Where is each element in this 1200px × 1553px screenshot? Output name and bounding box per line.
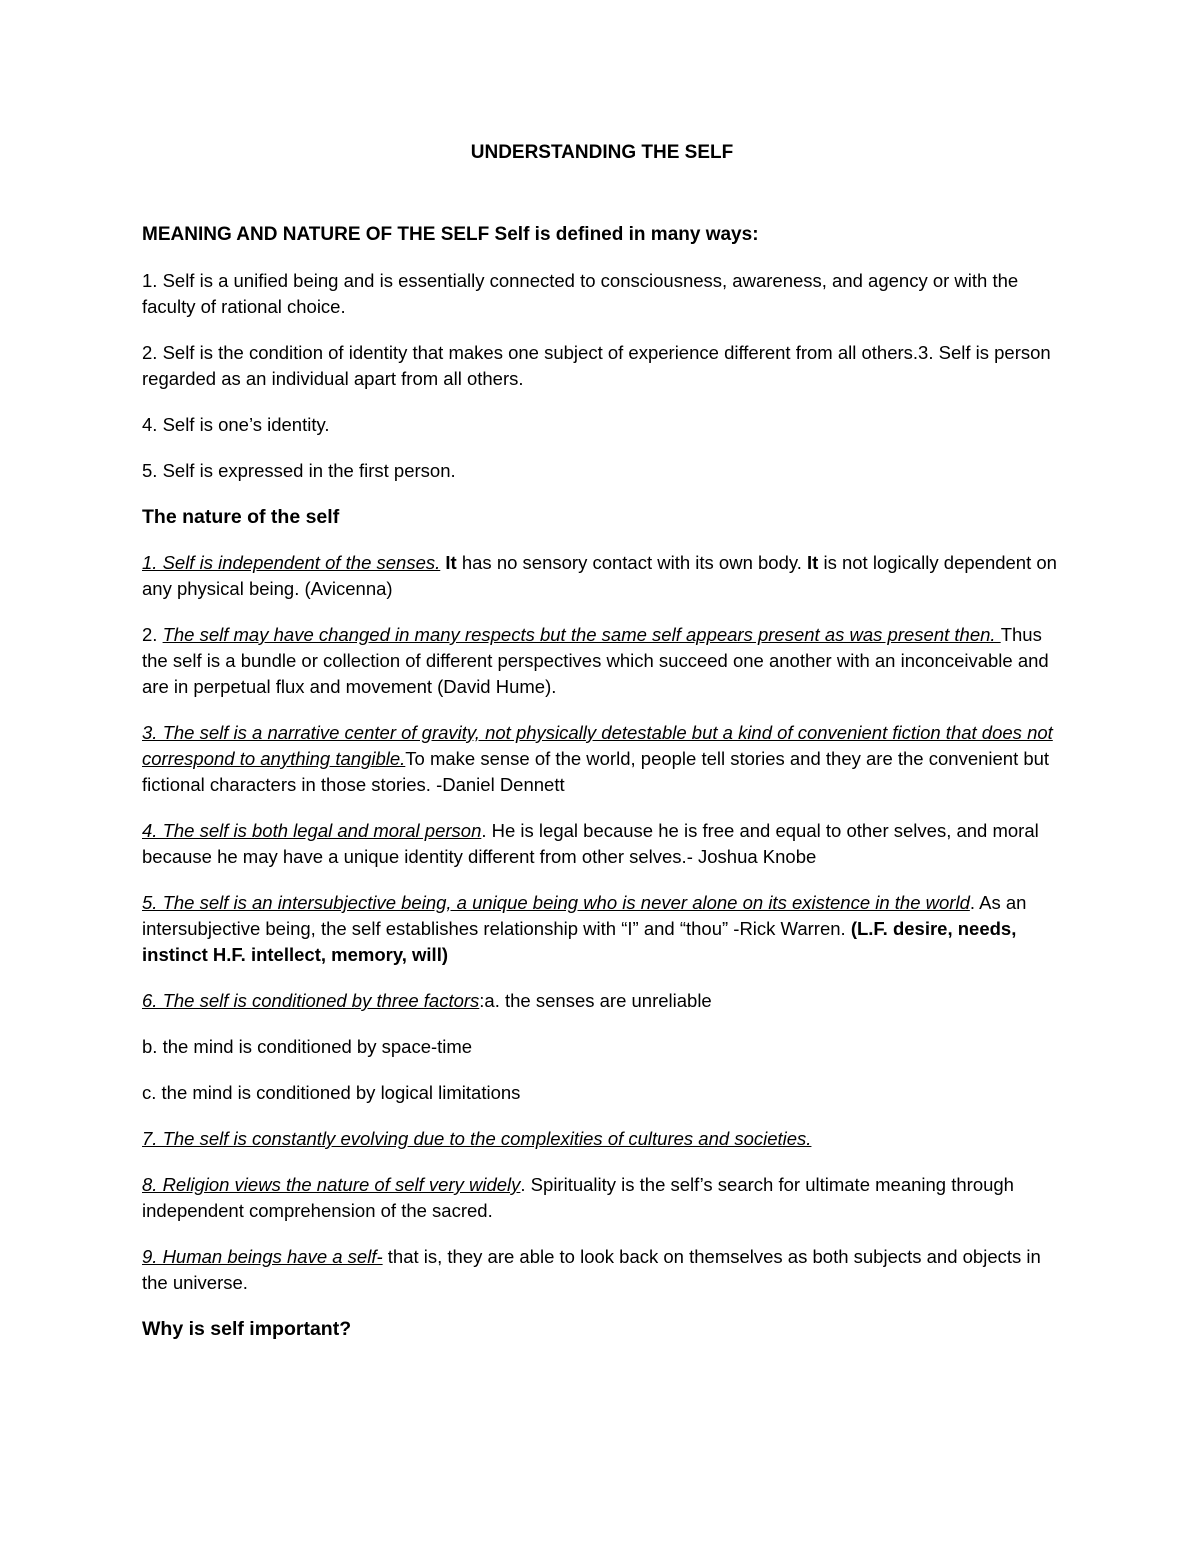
why-heading: Why is self important? <box>142 1318 352 1340</box>
nature-item-3 <box>142 720 1062 798</box>
definition-4: 4. Self is one’s identity. <box>142 414 330 435</box>
nature-item-6c: c. the mind is conditioned by logical limitations <box>142 1082 521 1103</box>
nature-item-3-emphasis: 3. The self is a narrative center of gravity, not physically detestable but a kind of convenient fiction that does not correspond to anything tangible. <box>142 722 1053 769</box>
nature-item-7 <box>142 1126 1062 1152</box>
document-title: UNDERSTANDING THE SELF <box>470 142 734 163</box>
nature-item-4 <box>142 818 1062 870</box>
nature-item-1-it: It <box>440 552 457 573</box>
definition-5: 5. Self is expressed in the first person. <box>142 460 456 481</box>
nature-item-2 <box>142 622 1062 700</box>
nature-item-8-text: . Spirituality is the self’s search for ultimate meaning through independent comprehension of the sacred. <box>142 1174 1014 1221</box>
nature-item-1-end: is not logically dependent on any physical being. (Avicenna) <box>142 552 1057 599</box>
nature-item-4-text: . He is legal because he is free and equal to other selves, and moral because he may have a unique identity different from other selves.- Joshua Knobe <box>142 820 1039 867</box>
nature-item-4-emphasis: 4. The self is both legal and moral person <box>142 820 482 841</box>
nature-item-2-emphasis: The self may have changed in many respects but the same self appears present as was present then. <box>162 624 1001 645</box>
nature-item-1-emphasis: 1. Self is independent of the senses. <box>142 552 441 573</box>
nature-item-2-number: 2. <box>142 624 163 645</box>
nature-item-5-text: . As an intersubjective being, the self establishes relationship with “I” and “thou” -Rick Warren. <box>142 892 1027 939</box>
nature-item-9 <box>142 1244 1062 1296</box>
nature-item-8 <box>142 1172 1062 1224</box>
nature-item-8-emphasis: 8. Religion views the nature of self very widely <box>142 1174 521 1195</box>
nature-item-5-bold: (L.F. desire, needs, instinct H.F. intellect, memory, will) <box>142 918 1017 965</box>
nature-item-6b: b. the mind is conditioned by space-time <box>142 1036 473 1057</box>
nature-item-9-text: that is, they are able to look back on themselves as both subjects and objects in the universe. <box>142 1246 1041 1293</box>
nature-heading: The nature of the self <box>142 506 340 528</box>
nature-item-1 <box>142 550 1062 602</box>
nature-item-6-text: :a. the senses are unreliable <box>479 990 712 1011</box>
nature-item-5 <box>142 890 1062 968</box>
nature-item-9-emphasis: 9. Human beings have a self- <box>142 1246 383 1267</box>
nature-item-6 <box>142 988 1062 1014</box>
nature-item-1-text: has no sensory contact with its own body. <box>456 552 808 573</box>
nature-item-2-text: Thus the self is a bundle or collection of different perspectives which succeed one another with an inconceivable and are in perpetual flux and movement (David Hume). <box>142 624 1049 697</box>
document-body <box>142 140 1062 1362</box>
nature-item-6-emphasis: 6. The self is conditioned by three factors <box>142 990 480 1011</box>
nature-item-3-text: To make sense of the world, people tell stories and they are the convenient but fictional characters in those stories. -Daniel Dennett <box>142 748 1050 795</box>
definition-1: 1. Self is a unified being and is essentially connected to consciousness, awareness, and agency or with the faculty of rational choice. <box>142 270 1019 317</box>
nature-item-1-it-2: It <box>807 552 819 573</box>
nature-item-7-emphasis: 7. The self is constantly evolving due to the complexities of cultures and societies. <box>142 1128 812 1149</box>
meaning-heading: MEANING AND NATURE OF THE SELF Self is defined in many ways: <box>142 224 759 245</box>
definition-2: 2. Self is the condition of identity that makes one subject of experience different from all others.3. Self is person regarded as an individual apart from all others. <box>142 342 1051 389</box>
nature-item-5-emphasis: 5. The self is an intersubjective being, a unique being who is never alone on its existence in the world <box>142 892 970 913</box>
